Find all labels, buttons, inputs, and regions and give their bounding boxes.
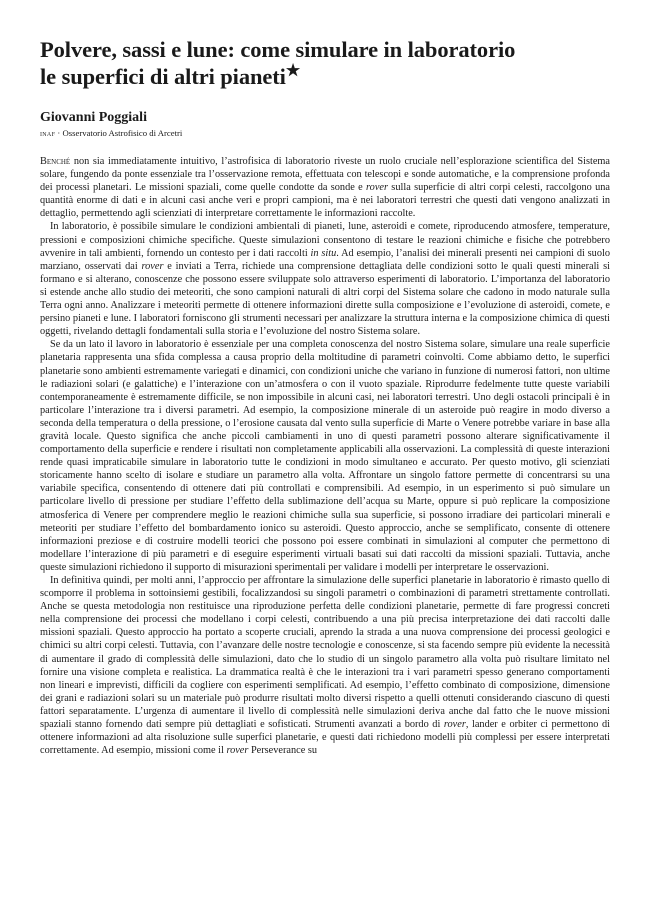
body-paragraph <box>40 574 610 757</box>
italic-term: rover <box>226 745 249 757</box>
title-line-1: Polvere, sassi e lune: come simulare in laboratorio <box>40 37 516 62</box>
title-footnote-mark: ★ <box>285 62 301 80</box>
text-run: In laboratorio, è possibile simulare le condizioni ambientali di pianeti, lune, asteroidi e comete, riproducendo atmosfere, temperature, pressioni e composizioni chimiche specifiche. Queste simulazioni consentono di testare le reazioni chimiche e fisiche che potrebbero avvenire in tali ambienti, fornendo un contesto per i dati raccolti <box>40 221 610 259</box>
text-run: , lander e orbiter ci permettono di ottenere informazioni ad alta risoluzione sulle superfici planetarie, e questi dati richiedono modelli più complessi per essere interpretati correttamente. Ad esempio, missioni come il <box>40 719 610 757</box>
text-run: sulla superficie di altri corpi celesti, raccolgono una quantità enorme di dati e in alcuni casi anche veri e propri campioni, ma è nei laboratori terrestri che questi dati vengono analizzati in dettaglio, permettendo agli scienziati di interpretare correttamente le informazioni raccolte. <box>40 182 610 220</box>
lead-word: Benché <box>40 156 71 167</box>
article-title <box>40 36 610 90</box>
italic-term: in situ <box>310 247 337 259</box>
author-affiliation <box>40 128 610 139</box>
italic-term: rover <box>443 719 466 731</box>
text-run: Perseverance su <box>248 745 317 757</box>
text-run: In definitiva quindi, per molti anni, l’approccio per affrontare la simulazione delle superfici planetarie in laboratorio è rimasto quello di scomporre il problema in sottoinsiemi gestibili, focalizzandosi su singoli parametri o combinazioni di parametri strettamente controllati. Anche se questa metodologia non restituisce una riproduzione perfetta delle condizioni planetarie, permette di fare progressi concreti nella comprensione dei processi che modellano i corpi celesti, contribuendo a una più precisa interpretazione dei dati raccolti dalle missioni spaziali. Questo approccio ha portato a scoperte cruciali, aprendo la strada a una nuova comprensione dei processi geologici e chimici su altri corpi celesti. Tuttavia, con l’avanzare delle nostre tecnologie e conoscenze, si sta facendo sempre più evidente la necessità di aumentare il grado di complessità delle simulazioni, dato che lo studio di un singolo parametro alla volta può risultare limitato nel fornire una visione completa e realistica. La drammatica realtà è che le interazioni tra i vari parametri spesso generano comportamenti non lineari e imprevisti, difficili da cogliere con esperimenti semplificati. Ad esempio, l’effetto combinato di composizione, dimensione dei grani e radiazioni solari su un materiale può produrre risultati molto diversi rispetto a quelli ottenuti considerando ciascuno di questi fattori separatamente. L’urgenza di aumentare il livello di complessità nelle simulazioni deriva anche dal fatto che le nuove missioni spaziali stanno fornendo dati sempre più dettagliati e sofisticati. Strumenti avanzati a bordo di <box>40 575 610 731</box>
text-run: e inviati a Terra, richiede una comprensione dettagliata delle condizioni sotto le quali questi minerali si formano e si alterano, conoscenze che possono essere sviluppate solo attraverso esperimenti di laboratorio. L’importanza del laboratorio si estende anche allo studio dei meteoriti, che sono campioni naturali di altri corpi del Sistema solare che cadono in modo naturale sulla Terra ogni anno. Analizzare i meteoriti permette di ottenere informazioni dirette sulla composizione e l’evoluzione di asteroidi, comete, e persino pianeti e lune. I laboratori forniscono gli strumenti necessari per analizzare la struttura interna e la composizione chimica di questi oggetti, rivelando dettagli fondamentali sulla storia e l’evoluzione del nostro Sistema solare. <box>40 260 610 338</box>
affiliation-org: inaf <box>40 128 56 138</box>
italic-term: rover <box>366 182 388 194</box>
body-paragraph <box>40 220 610 338</box>
body-paragraph <box>40 338 610 574</box>
italic-term: rover <box>141 260 164 272</box>
article-body <box>40 155 610 757</box>
body-paragraph <box>40 155 610 220</box>
text-run: . Ad esempio, l’analisi dei minerali presenti nei campioni di suolo marziano, osservati dai <box>40 247 610 272</box>
author-name: Giovanni Poggiali <box>40 110 147 125</box>
title-line-2: le superfici di altri pianeti <box>40 64 286 89</box>
text-run: non sia immediatamente intuitivo, l’astrofisica di laboratorio riveste un ruolo cruciale nell’esplorazione scientifica del Sistema solare, fungendo da ponte essenziale tra l’osservazione remota, effettuata con telescopi e sonde automatiche, e la comprensione profonda dei processi planetari. Le missioni spaziali, come quelle condotte da sonde e <box>40 156 610 194</box>
affiliation-institute: · Osservatorio Astrofisico di Arcetri <box>55 128 183 138</box>
text-run: Se da un lato il lavoro in laboratorio è essenziale per una completa conoscenza del nostro Sistema solare, simulare una reale superficie planetaria rappresenta una sfida complessa a causa proprio della moltitudine di parametri coinvolti. Come abbiamo detto, le superfici planetarie sono ambienti estremamente variegati e dinamici, con condizioni uniche che variano in funzione di numerosi fattori, non ultime le radiazioni solari (e galattiche) e l’interazione con un’atmosfera o con il vuoto spaziale. Riprodurre fedelmente tutte queste variabili contemporaneamente è estremamente difficile, se non impossibile in alcuni casi, nei laboratori terrestri. Uno degli ostacoli principali è in particolare l’interazione tra i diversi parametri. Ad esempio, la composizione minerale di un asteroide può reagire in modo diverso a seconda della temperatura o della pressione, o l’erosione causata dal vento sulla superficie di Marte o Venere potrebbe variare in base alla gravità locale. Questo significa che anche piccoli cambiamenti in uno di questi parametri possono alterare significativamente il comportamento della superficie e rendere i risultati non completamente applicabili alla osservazioni. La complessità di queste interazioni rende quasi impraticabile simulare in laboratorio tutte le condizioni in modo simultaneo e accurato. Per questo motivo, gli scienziati storicamente hanno scelto di isolare e studiare un parametro alla volta. Affrontare un singolo fattore permette di concentrarsi su una variabile specifica, consentendo di ottenere dati più controllati e comprensibili. Ad esempio, in un esperimento si può simulare un particolare livello di pressione per studiare l’effetto della sublimazione dell’acqua su Marte, oppure si può replicare la composizione atmosferica di Venere per comprendere meglio le reazioni chimiche sulla sua superficie, si possono irradiare dei particolari minerali e meteoriti per studiare l’effetto del bombardamento ionico su asteroidi. Questo approccio, anche se semplificato, consente di ottenere informazioni preziose e di costruire modelli teorici che possono poi essere combinati in simulazioni al computer che permettono di modellare l’interazione di più parametri e di eseguire esperimenti virtuali basati sui dati raccolti da missioni spaziali. Tuttavia, anche queste simulazioni richiedono il supporto di misurazioni sperimentali per validare i modelli per interpretare le osservazioni. <box>40 339 610 573</box>
